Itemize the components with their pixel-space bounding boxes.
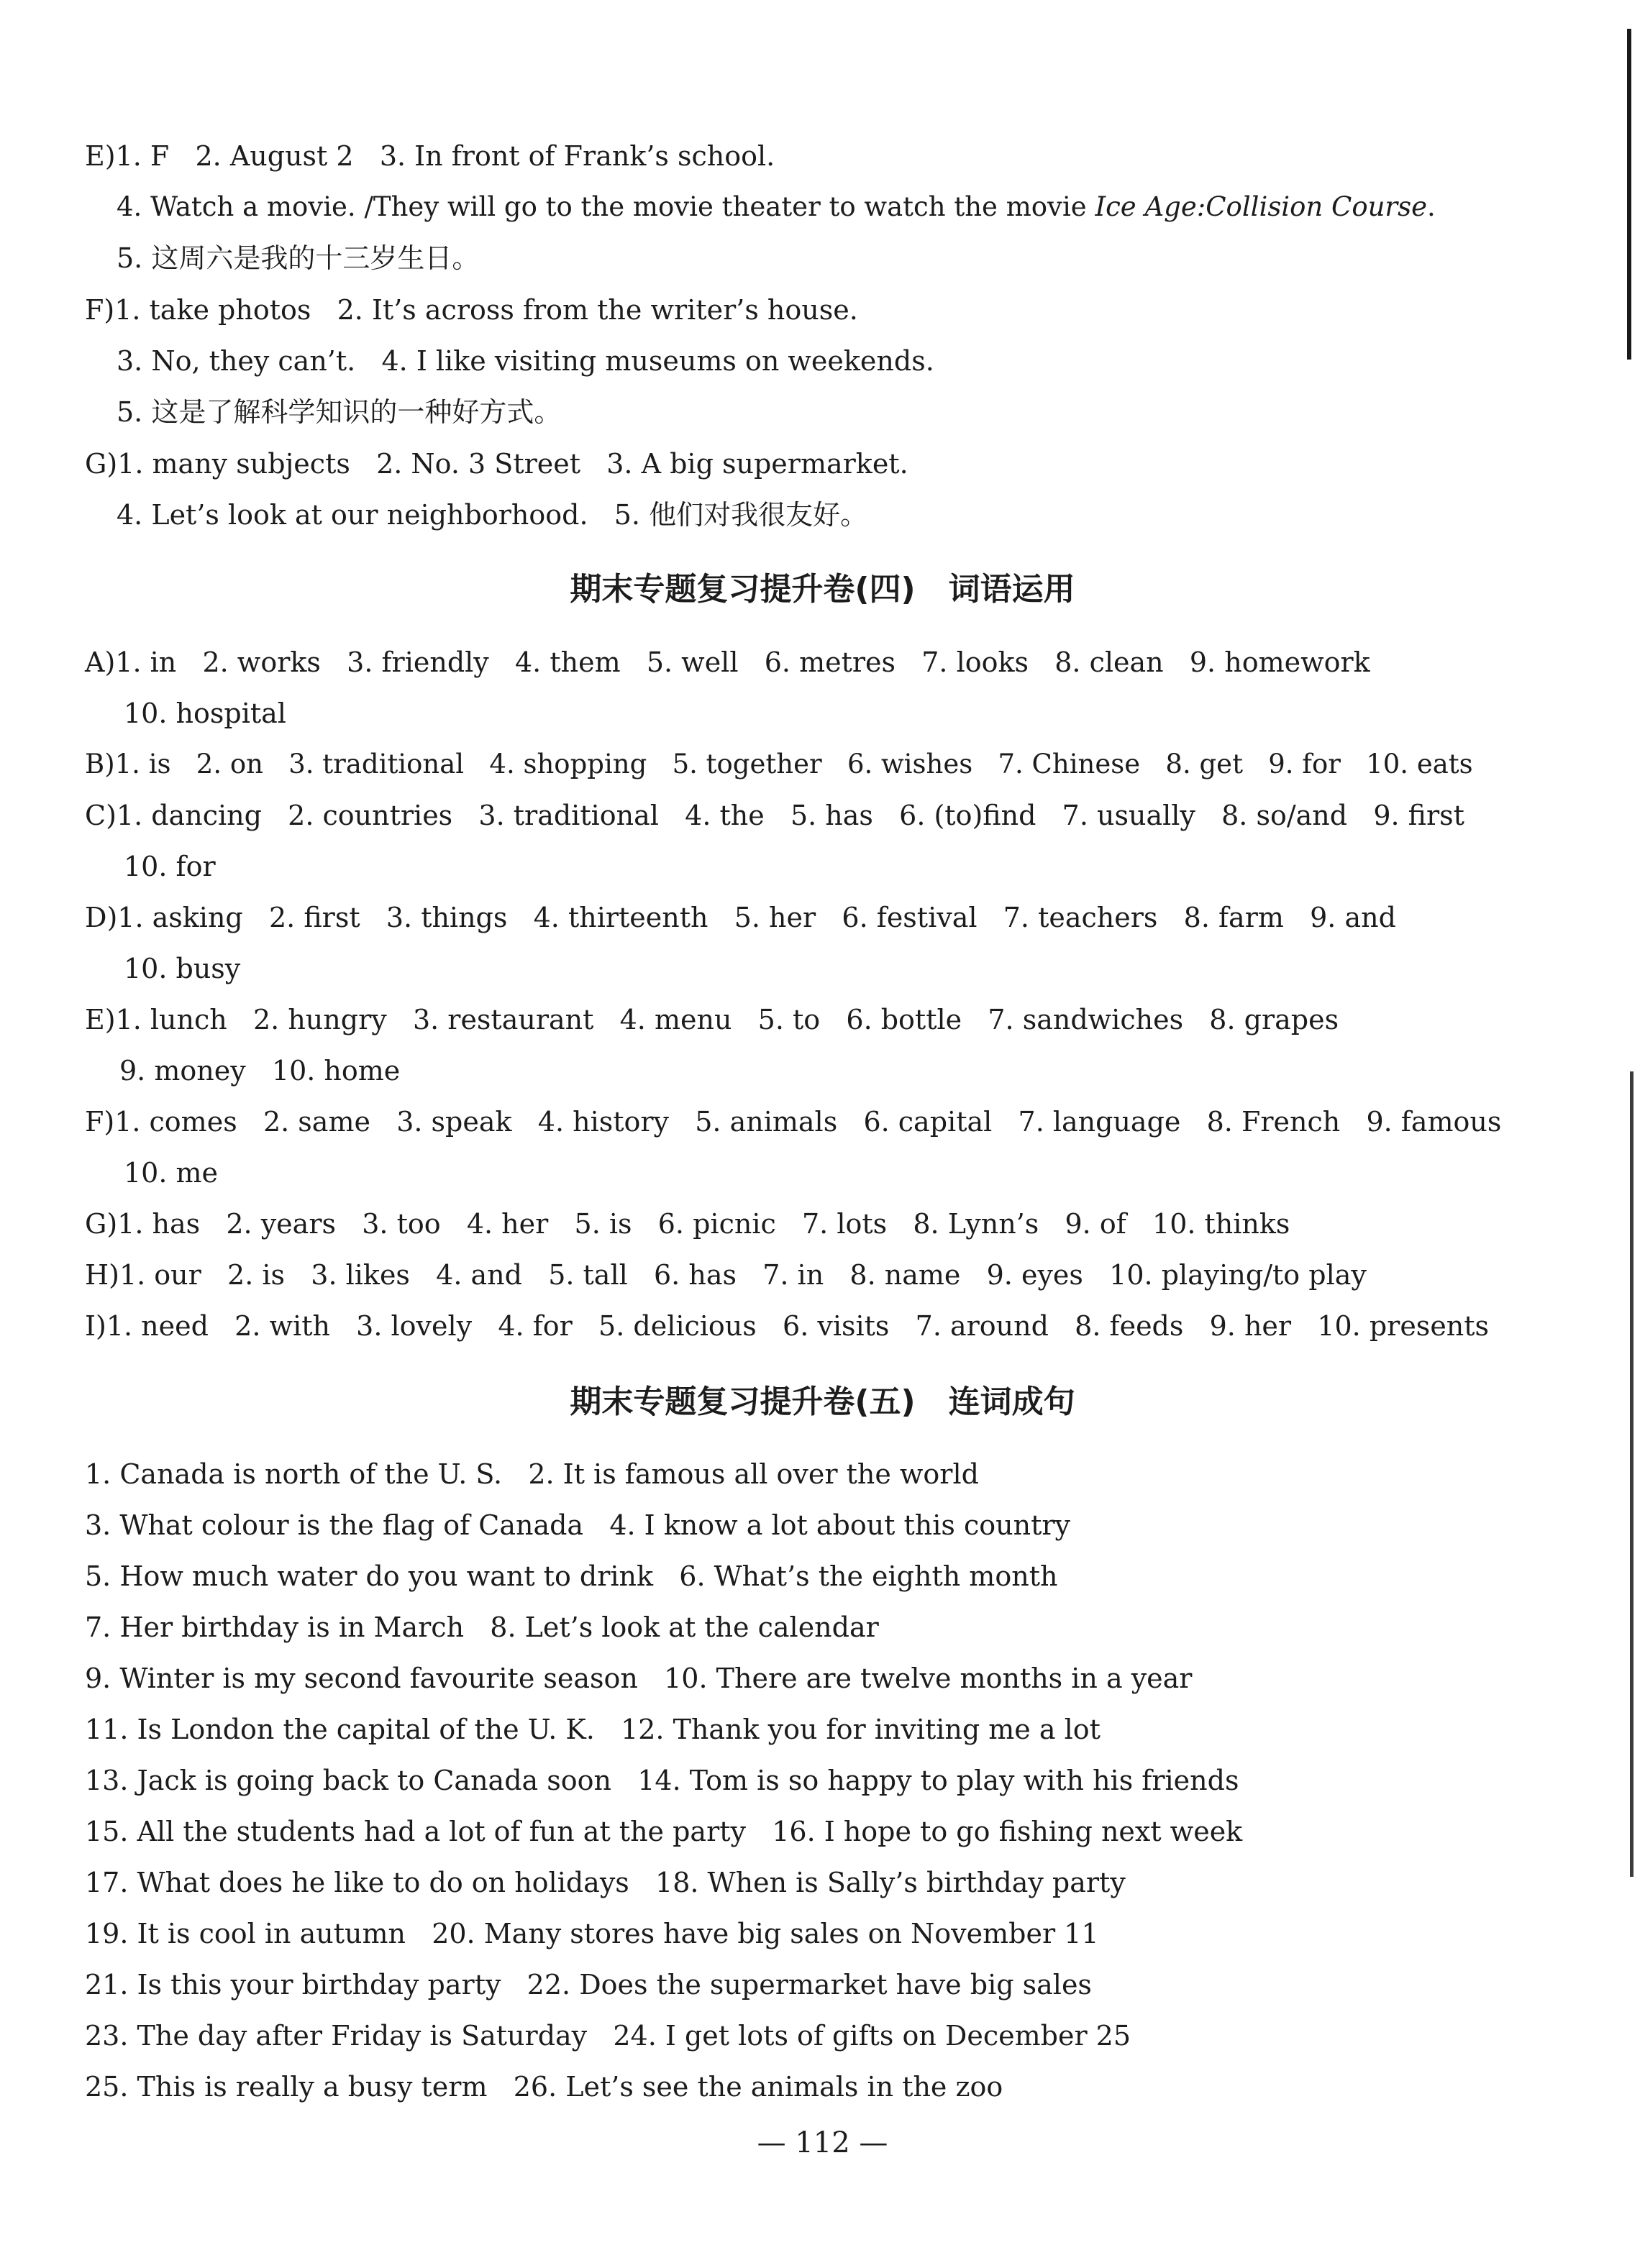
answer-line: H)1. our 2. is 3. likes 4. and 5. tall 6. has 7. in 8. name 9. eyes 10. playing/to play [85, 1259, 1367, 1291]
answer-line: C)1. dancing 2. countries 3. traditional 4. the 5. has 6. (to)find 7. usually 8. so/and 9. first [85, 800, 1464, 831]
answer-line: I)1. need 2. with 3. lovely 4. for 5. delicious 6. visits 7. around 8. feeds 9. her 10. presents [85, 1310, 1490, 1342]
answer-line: 4. Let’s look at our neighborhood. 5. 他们对我很友好。 [117, 499, 868, 531]
page-number: — 112 — [757, 2126, 888, 2159]
answer-line: 15. All the students had a lot of fun at the party 16. I hope to go fishing next week [85, 1816, 1243, 1847]
answer-line: 1. Canada is north of the U. S. 2. It is famous all over the world [85, 1458, 979, 1490]
section-heading: 期末专题复习提升卷(四) 词语运用 [570, 571, 1075, 608]
answer-line: 19. It is cool in autumn 20. Many stores have big sales on November 11 [85, 1918, 1099, 1949]
scan-edge-mark [1630, 1071, 1633, 1877]
answer-line: 23. The day after Friday is Saturday 24. I get lots of gifts on December 25 [85, 2020, 1131, 2052]
answer-line: B)1. is 2. on 3. traditional 4. shopping 5. together 6. wishes 7. Chinese 8. get 9. for 10. eats [85, 749, 1473, 779]
answer-line: 10. for [124, 851, 216, 882]
answer-line: 5. 这是了解科学知识的一种好方式。 [117, 396, 562, 428]
answer-line: E)1. lunch 2. hungry 3. restaurant 4. menu 5. to 6. bottle 7. sandwiches 8. grapes [85, 1004, 1339, 1035]
answer-line: G)1. has 2. years 3. too 4. her 5. is 6. picnic 7. lots 8. Lynn’s 9. of 10. thinks [85, 1208, 1290, 1240]
answer-line: G)1. many subjects 2. No. 3 Street 3. A big supermarket. [85, 448, 908, 480]
answer-line: E)1. F 2. August 2 3. In front of Frank’s school. [85, 140, 775, 172]
answer-line: 10. me [124, 1157, 219, 1189]
movie-title: Ice Age:Collision Course [1095, 191, 1427, 222]
answer-line: 4. Watch a movie. /They will go to the movie theater to watch the movie Ice Age:Collision Course. [117, 191, 1436, 222]
answer-line: 21. Is this your birthday party 22. Does the supermarket have big sales [85, 1969, 1092, 2000]
answer-line: 5. How much water do you want to drink 6. What’s the eighth month [85, 1560, 1058, 1592]
answer-line: F)1. comes 2. same 3. speak 4. history 5. animals 6. capital 7. language 8. French 9. famous [85, 1106, 1502, 1138]
answer-line: 9. money 10. home [119, 1055, 401, 1087]
answer-line: 25. This is really a busy term 26. Let’s see the animals in the zoo [85, 2071, 1003, 2103]
section-heading: 期末专题复习提升卷(五) 连词成句 [570, 1384, 1075, 1420]
answer-line: 11. Is London the capital of the U. K. 12. Thank you for inviting me a lot [85, 1714, 1101, 1745]
answer-line: A)1. in 2. works 3. friendly 4. them 5. well 6. metres 7. looks 8. clean 9. homework [85, 646, 1370, 678]
answer-line: 13. Jack is going back to Canada soon 14. Tom is so happy to play with his friends [85, 1765, 1239, 1796]
answer-line: 9. Winter is my second favourite season 10. There are twelve months in a year [85, 1663, 1193, 1694]
answer-line: 3. What colour is the flag of Canada 4. I know a lot about this country [85, 1509, 1071, 1541]
answer-line: D)1. asking 2. first 3. things 4. thirteenth 5. her 6. festival 7. teachers 8. farm 9. and [85, 902, 1396, 933]
answer-line: F)1. take photos 2. It’s across from the writer’s house. [85, 294, 858, 326]
answer-line: 3. No, they can’t. 4. I like visiting museums on weekends. [117, 345, 934, 377]
answer-line: 10. busy [124, 953, 241, 984]
answer-line: 7. Her birthday is in March 8. Let’s look at the calendar [85, 1611, 879, 1643]
answer-line: 10. hospital [124, 698, 286, 729]
answer-line: 17. What does he like to do on holidays 18. When is Sally’s birthday party [85, 1867, 1126, 1898]
answer-line: 5. 这周六是我的十三岁生日。 [117, 242, 480, 274]
scan-edge-mark [1627, 29, 1631, 360]
